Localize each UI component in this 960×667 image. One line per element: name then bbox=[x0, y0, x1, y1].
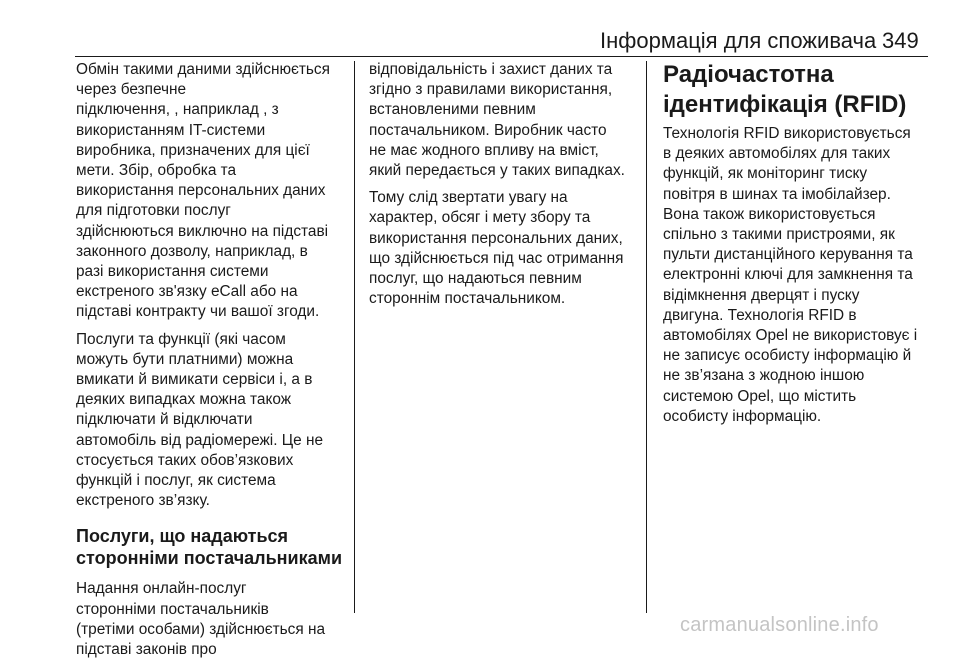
paragraph-responsibility: відповідальність і захист даних та згідно з правилами використання, встановленими певним постачальником. Виробник часто не має жодного впливу на вміст, який передається у таких випадках. bbox=[369, 61, 625, 180]
page-header bbox=[0, 0, 960, 58]
page-title: Інформація для споживача bbox=[600, 28, 877, 53]
text-column-1 bbox=[76, 60, 348, 667]
text-column-3 bbox=[663, 60, 931, 434]
paragraph-services-functions: Послуги та функції (які часом можуть бути платними) можна вмикати й вимикати сервіси і, а в деяких випадках можна також підключати й відключати автомобіль від радіомережі. Це не стосується таких обов’язкових функцій і послуг, як система екстреного зв’язку. bbox=[76, 330, 324, 510]
column-divider-1 bbox=[354, 61, 355, 613]
paragraph-data-exchange: Обмін такими даними здійснюється через безпечне підключення, , наприклад , з використанням IT-системи виробника, призначених для цієї мети. Збір, обробка та використання персональних даних для підготовки послуг здійснюються виключно на підставі законного дозволу, наприклад, в разі використання системи екстреного зв'язку eCall або на підставі контракту чи вашої згоди. bbox=[76, 61, 330, 321]
header-divider bbox=[75, 56, 928, 57]
section-heading-third-party-services: Послуги, що надаються сторонніми постачальниками bbox=[76, 526, 343, 569]
paragraph-attention: Тому слід звертати увагу на характер, обсяг і мету збору та використання персональних даних, що здійснюється під час отримання послуг, що надаються певним стороннім постачальником. bbox=[369, 189, 624, 308]
watermark: carmanualsonline.info bbox=[680, 614, 879, 636]
section-heading-rfid: Радіочастотна ідентифікація (RFID) bbox=[663, 61, 907, 118]
paragraph-rfid: Технологія RFID використовується в деяких автомобілях для таких функцій, як моніторинг тиску повітря в шинах та імобілайзер. Вона також використовується спільно з такими пристроями, як пульти дистанційного керування та електронні ключі для замкнення та відімкнення дверцят і пуску двигуна. Технологія RFID в автомобілях Opel не використовує і не записує особисту інформацію й не зв’язана з жодною іншою системою Opel, що містить особисту інформацію. bbox=[663, 125, 918, 425]
paragraph-third-party: Надання онлайн-послуг сторонніми постачальників (третіми особами) здійснюється на підставі законів про bbox=[76, 580, 326, 659]
text-column-2 bbox=[369, 60, 637, 316]
page-number: 349 bbox=[882, 28, 919, 53]
column-divider-2 bbox=[646, 61, 647, 613]
